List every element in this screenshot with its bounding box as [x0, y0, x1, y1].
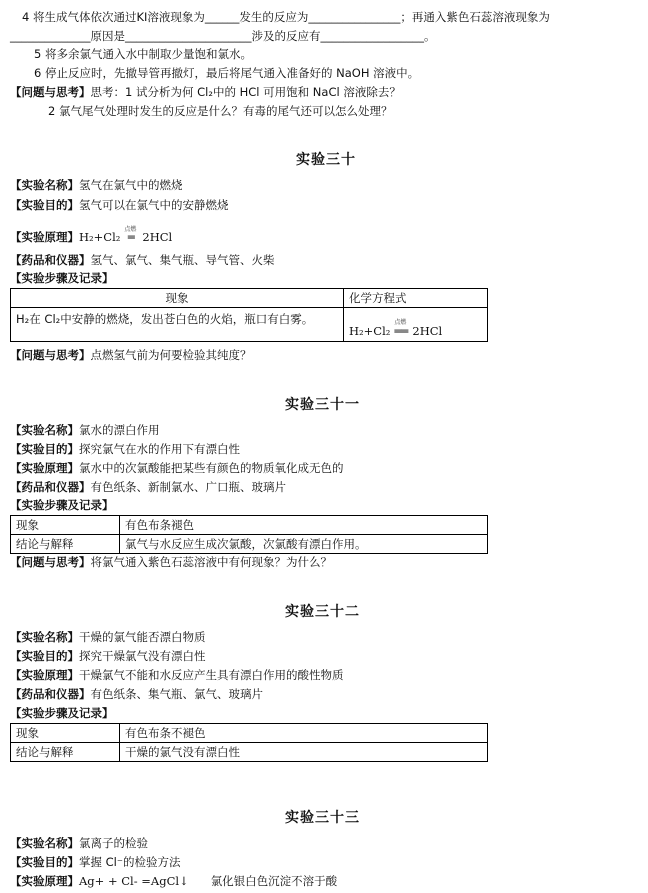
exp31-reagents-label: 【药品和仪器】	[10, 480, 91, 494]
exp30-col-phenomenon: 现象	[11, 289, 344, 308]
exp33-purpose-label: 【实验目的】	[10, 855, 79, 869]
exp31-row2-key: 结论与解释	[11, 535, 120, 554]
exp31-principle: 氯水中的次氯酸能把某些有颜色的物质氧化成无色的	[79, 461, 344, 475]
exp33-name-row	[10, 835, 148, 851]
exp31-reagents: 有色纸条、新制氯水、广口瓶、玻璃片	[90, 480, 286, 494]
exp30-principle-arrow: 点燃 ═	[120, 229, 142, 245]
exp33-principle: Ag+ + Cl- =AgCl↓	[79, 874, 189, 888]
exp30-eq-cond: 点燃	[394, 319, 407, 326]
exp30-purpose-label: 【实验目的】	[10, 198, 79, 212]
exp30-equation-cell	[344, 308, 488, 342]
exp31-purpose-label: 【实验目的】	[10, 442, 79, 456]
exp33-principle-row	[10, 873, 337, 889]
exp33-principle-label: 【实验原理】	[10, 874, 79, 888]
exp31-reagents-row	[10, 479, 286, 495]
exp30-eq-rhs: 2HCl	[412, 324, 443, 338]
exp31-name-row	[10, 422, 160, 438]
exp31-name-label: 【实验名称】	[10, 423, 79, 437]
exp31-think-label: 【问题与思考】	[10, 555, 91, 569]
table-row	[11, 535, 488, 554]
exp30-eq-arrow: 点燃 ══	[394, 319, 409, 338]
table-row	[11, 724, 488, 743]
exp31-purpose: 探究氯气在水的作用下有漂白性	[79, 442, 240, 456]
exp30-purpose: 氢气可以在氯气中的安静燃烧	[79, 198, 229, 212]
exp32-steps-label: 【实验步骤及记录】	[10, 706, 114, 720]
exp30-title: 实验三十	[296, 152, 356, 168]
exp30-principle-rhs: 2HCl	[142, 230, 173, 244]
exp30-phenomenon-cell: H₂在 Cl₂中安静的燃烧，发出苍白色的火焰，瓶口有白雾。	[11, 308, 344, 342]
exp32-reagents-label: 【药品和仪器】	[10, 687, 91, 701]
exp32-purpose-label: 【实验目的】	[10, 649, 79, 663]
exp33-name: 氯离子的检验	[79, 836, 148, 850]
exp31-steps-label: 【实验步骤及记录】	[10, 498, 114, 512]
exp33-purpose-row	[10, 854, 180, 870]
exp30-reagents-label: 【药品和仪器】	[10, 253, 91, 267]
exp31-purpose-row	[10, 441, 240, 457]
exp31-principle-label: 【实验原理】	[10, 461, 79, 475]
exp32-title: 实验三十二	[285, 604, 360, 620]
table-row	[11, 743, 488, 762]
exp31-record-table	[10, 515, 488, 554]
exp30-think-row	[10, 347, 252, 363]
exp33-purpose: 掌握 Cl⁻的检验方法	[79, 855, 181, 869]
exp33-principle-note: 氯化银白色沉淀不溶于酸	[210, 874, 338, 888]
exp32-principle-row	[10, 667, 344, 683]
exp30-think: 点燃氢气前为何要检验其纯度？	[90, 348, 252, 362]
question-2: 2 氯气尾气处理时发生的反应是什么？有毒的尾气还可以怎么处理？	[48, 104, 393, 118]
exp30-principle-lhs: H₂+Cl₂	[79, 230, 121, 244]
exp30-think-label: 【问题与思考】	[10, 348, 91, 362]
step-5-line: 5 将多余氯气通入水中制取少量饱和氯水。	[34, 47, 252, 61]
exp30-eq-lhs: H₂+Cl₂	[349, 324, 391, 338]
exp32-name-label: 【实验名称】	[10, 630, 79, 644]
exp31-row1-key: 现象	[11, 516, 120, 535]
exp32-purpose: 探究干燥氯气没有漂白性	[79, 649, 206, 663]
exp32-principle: 干燥氯气不能和水反应产生具有漂白作用的酸性物质	[79, 668, 344, 682]
exp32-principle-label: 【实验原理】	[10, 668, 79, 682]
exp31-title: 实验三十一	[285, 397, 360, 413]
question-label: 【问题与思考】	[10, 85, 91, 99]
exp30-principle-label: 【实验原理】	[10, 230, 79, 244]
exp32-reagents-row	[10, 686, 263, 702]
exp32-record-table	[10, 723, 488, 762]
exp30-reagents: 氢气、氯气、集气瓶、导气管、火柴	[90, 253, 275, 267]
exp32-row1-key: 现象	[11, 724, 120, 743]
exp30-col-equation: 化学方程式	[344, 289, 488, 308]
exp31-row1-value: 有色布条褪色	[120, 516, 488, 535]
exp31-name: 氯水的漂白作用	[79, 423, 160, 437]
exp32-name: 干燥的氯气能否漂白物质	[79, 630, 206, 644]
step-4-line: 4 将生成气体依次通过KI溶液现象为______发生的反应为________________；再通入紫色石蕊溶液现象为	[22, 10, 550, 24]
exp31-principle-row	[10, 460, 344, 476]
exp30-principle-cond: 点燃	[124, 226, 137, 233]
exp30-steps-label: 【实验步骤及记录】	[10, 271, 114, 285]
exp30-name: 氢气在氯气中的燃烧	[79, 178, 183, 192]
exp32-row2-value: 干燥的氯气没有漂白性	[120, 743, 488, 762]
exp30-purpose-row	[10, 197, 229, 213]
step-6-line: 6 停止反应时，先撤导管再撤灯，最后将尾气通入准备好的 NaOH 溶液中。	[34, 66, 420, 80]
exp31-row2-value: 氯气与水反应生成次氯酸，次氯酸有漂白作用。	[120, 535, 488, 554]
exp33-name-label: 【实验名称】	[10, 836, 79, 850]
exp30-principle-row	[10, 226, 173, 245]
table-row	[11, 516, 488, 535]
step-4-continuation: ______________原因是______________________涉及的反应有__________________。	[10, 29, 436, 43]
exp30-name-label: 【实验名称】	[10, 178, 79, 192]
exp30-name-row	[10, 177, 183, 193]
exp31-think: 将氯气通入紫色石蕊溶液中有何现象？为什么？	[90, 555, 332, 569]
exp32-reagents: 有色纸条、集气瓶、氯气、玻璃片	[90, 687, 263, 701]
exp32-purpose-row	[10, 648, 206, 664]
question-1: 思考：1 试分析为何 Cl₂中的 HCl 可用饱和 NaCl 溶液除去？	[90, 85, 401, 99]
exp30-reagents-row	[10, 252, 275, 268]
exp32-row1-value: 有色布条不褪色	[120, 724, 488, 743]
exp31-think-row	[10, 554, 332, 570]
question-line-1	[10, 84, 401, 100]
exp32-name-row	[10, 629, 206, 645]
exp33-title: 实验三十三	[285, 810, 360, 826]
exp30-record-table	[10, 288, 488, 342]
exp32-row2-key: 结论与解释	[11, 743, 120, 762]
